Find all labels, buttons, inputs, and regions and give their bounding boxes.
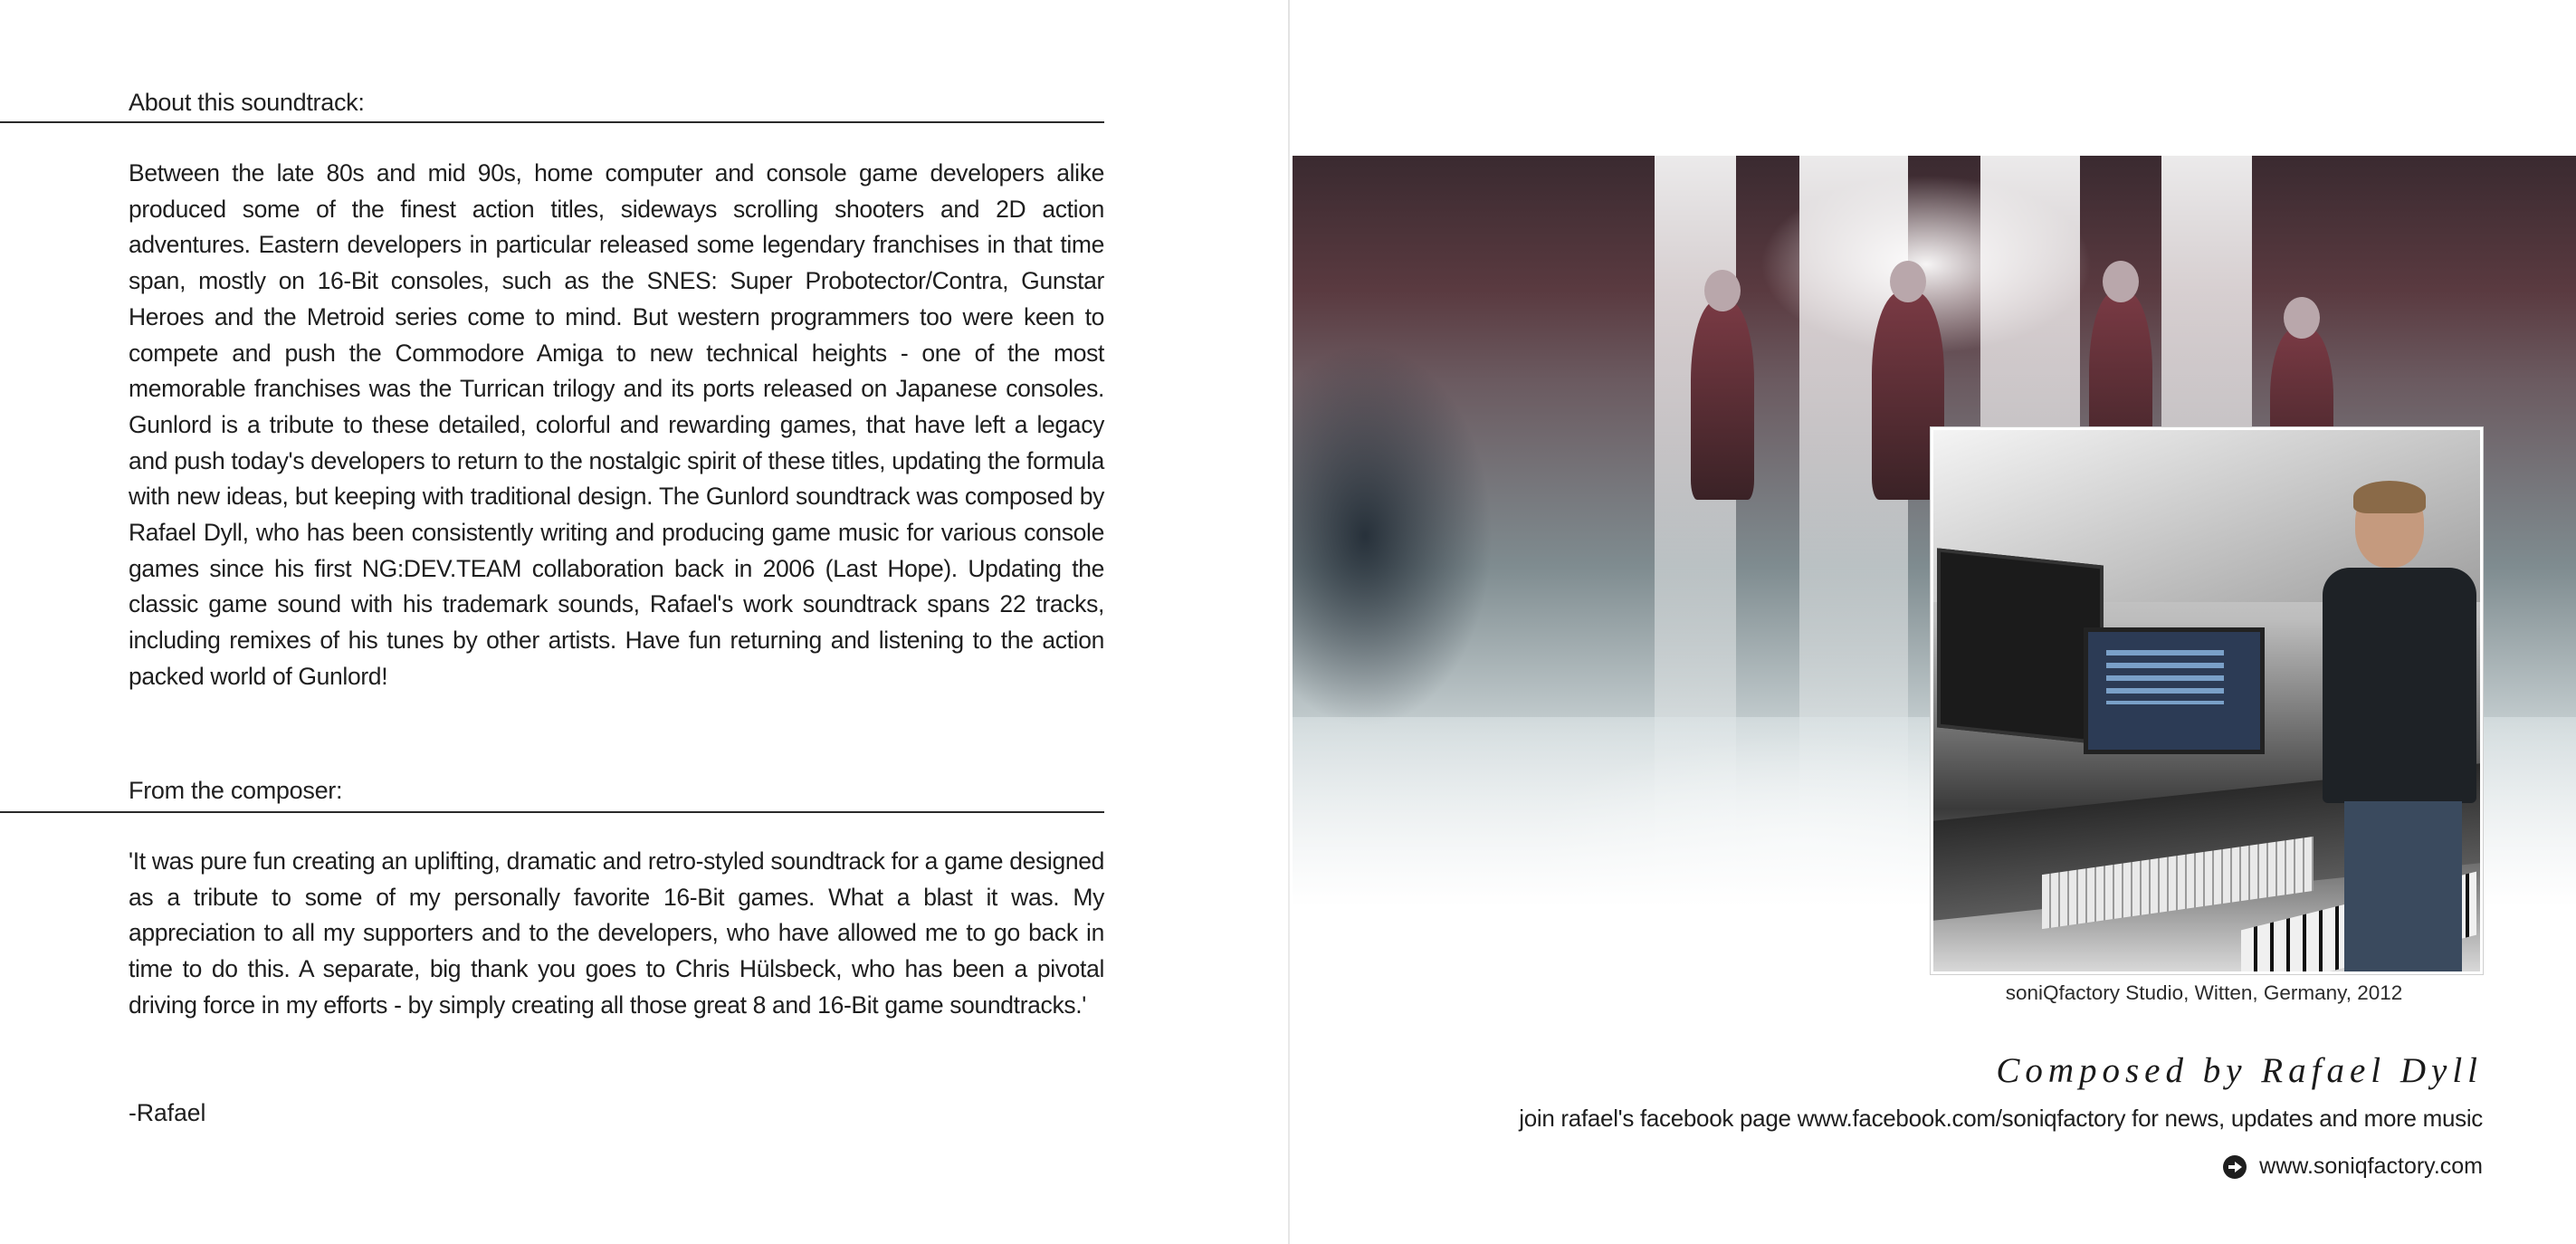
photo-caption: soniQfactory Studio, Witten, Germany, 2012 [2005, 981, 2403, 1004]
website-link[interactable]: www.soniqfactory.com [2259, 1153, 2483, 1179]
left-page [0, 0, 1285, 1244]
composer-heading: From the composer: [129, 777, 343, 804]
about-heading: About this soundtrack: [129, 89, 365, 116]
studio-photo [1931, 427, 2483, 974]
composer-photo [2314, 484, 2480, 973]
monitor-right [2084, 627, 2265, 754]
website-line [2223, 1153, 2483, 1180]
composer-divider [0, 811, 1104, 813]
arrow-circle-icon [2223, 1155, 2247, 1179]
composed-by-title: Composed by Rafael Dyll [1996, 1051, 2483, 1090]
monitor-left [1937, 548, 2104, 744]
robot-figure [1691, 301, 1754, 500]
composer-quote: 'It was pure fun creating an uplifting, dramatic and retro-styled soundtrack for a game designed as a tribute to some of my personally favorite 16-Bit games. What a blast it was. My appreciation to all my supporters and to the developers, who have allowed me to go back in time to do this. A separate, big thank you goes to Chris Hülsbeck, who has been a pivotal driving force in my efforts - by simply creating all those great 8 and 16-Bit game soundtracks.' [129, 847, 1104, 1019]
page-fold [1288, 0, 1290, 1244]
about-text: Between the late 80s and mid 90s, home computer and console game developers alike produced some of the finest action titles, sideways scrolling shooters and 2D action adventures. Eastern developers in particular released some legendary franchises in that time span, mostly on 16-Bit consoles, such as the SNES: Super Probotector/Contra, Gunstar Heroes and the Metroid series come to mind. But western programmers too were keen to compete and push the Commodore Amiga to new technical heights - one of the most memorable franchises was the Turrican trilogy and its ports released on Japanese consoles. Gunlord is a tribute to these detailed, colorful and rewarding games, that have left a legacy and push today's developers to return to the nostalgic spirit of these titles, updating the formula with new ideas, but keeping with traditional design. The Gunlord soundtrack was composed by Rafael Dyll, who has been consistently writing and producing game music for various console games since his first NG:DEV.TEAM collaboration back in 2006 (Last Hope). Updating the classic game sound with his trademark sounds, Rafael's work soundtrack spans 22 tracks, including remixes of his tunes by other artists. Have fun returning and listening to the action packed world of Gunlord! [129, 159, 1104, 690]
about-divider [0, 121, 1104, 123]
facebook-line: join rafael's facebook page www.facebook.com/soniqfactory for news, updates and more music [1519, 1105, 2483, 1132]
signature: -Rafael [129, 1099, 206, 1126]
